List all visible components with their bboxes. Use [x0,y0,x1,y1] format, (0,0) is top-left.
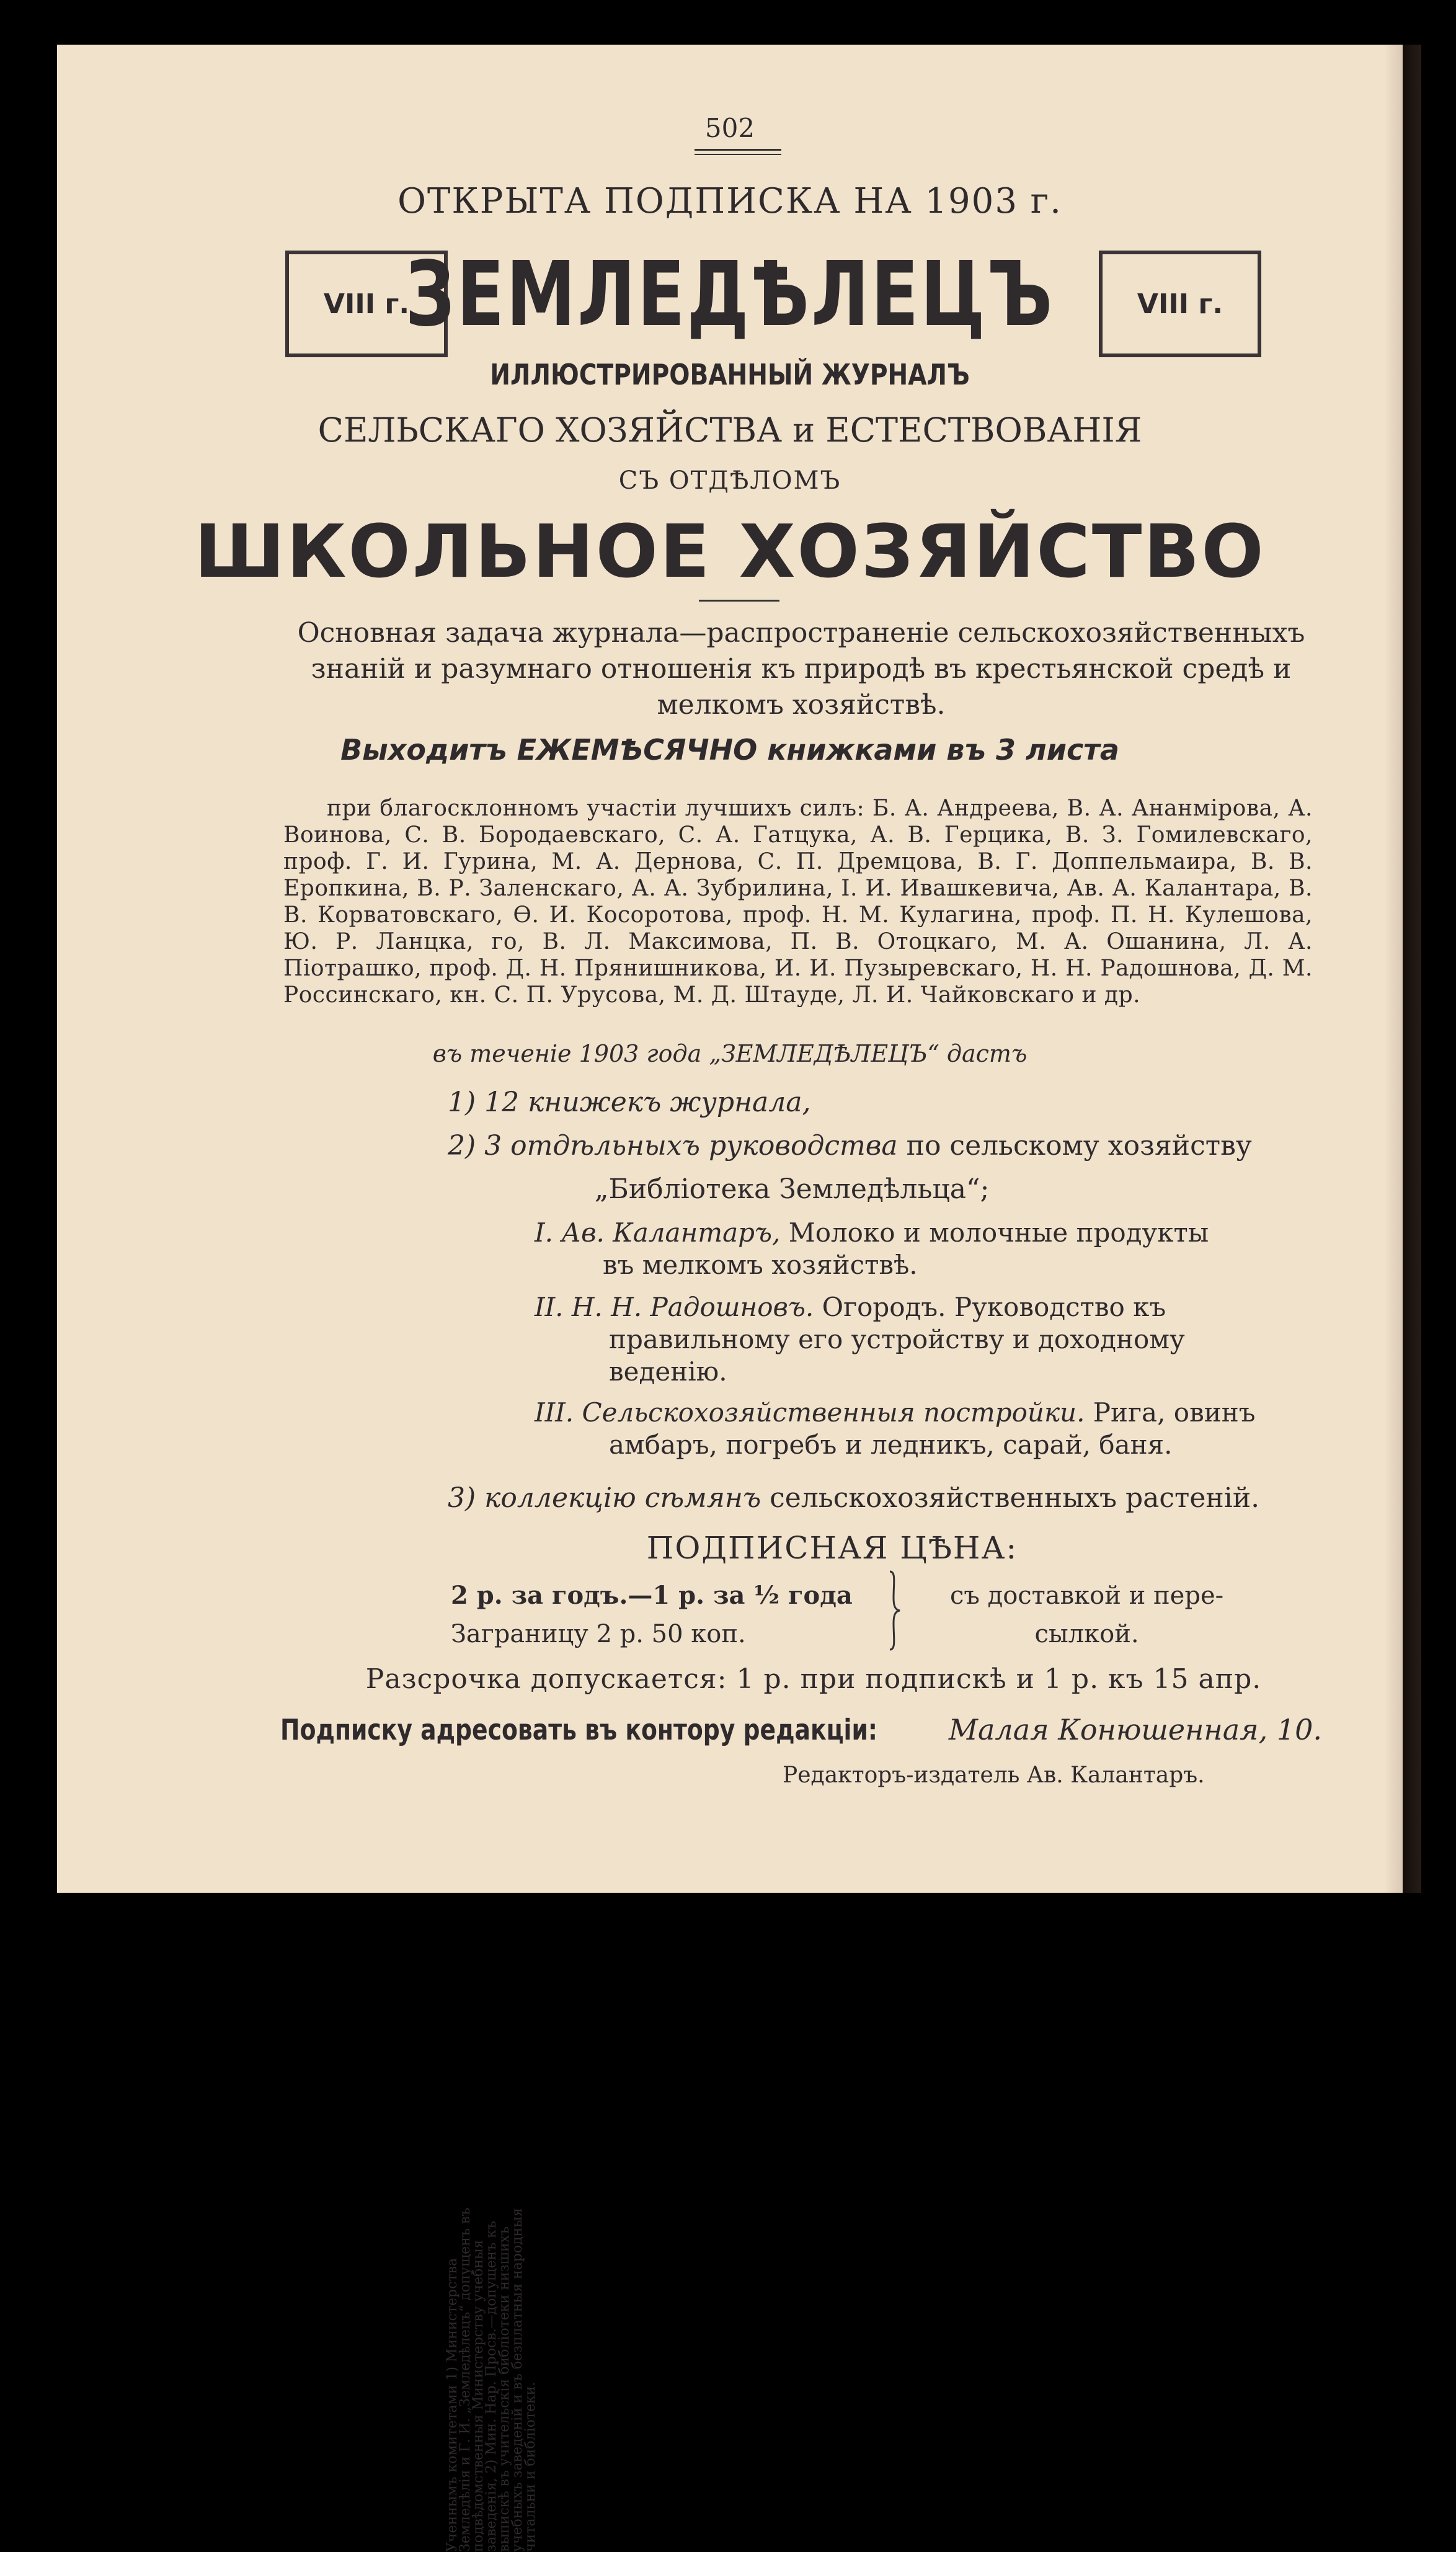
book-title-cont: правильному его устройству и доходному [609,1324,1185,1354]
book-entry [535,1217,1310,1281]
editor-credit: Редакторъ-издатель Ав. Калантаръ. [783,1763,1205,1788]
price-details [451,1576,853,1653]
installment-terms: Разсрочка допускается: 1 р. при подпискѣ и 1 р. къ 15 апр. [365,1663,1262,1695]
delivery-line: съ доставкой и пере- [950,1581,1224,1610]
book-author: I. Ав. Калантаръ, [535,1217,781,1248]
address-value: Малая Конюшенная, 10. [948,1713,1322,1746]
delivery-note [950,1576,1223,1653]
price-line: 2 р. за годъ.—1 р. за ½ года [451,1581,853,1610]
price-header: ПОДПИСНАЯ ЦѢНА: [646,1530,1018,1566]
book-entry [535,1397,1310,1461]
book-title-cont: амбаръ, погребъ и ледникъ, сарай, баня. [609,1429,1173,1460]
publication-frequency: Выходитъ ЕЖЕМѢСЯЧНО книжками въ 3 листа [340,733,1119,767]
year-badge-left: VIII г. [285,251,448,357]
deliverable-item-lead: 3) коллекцію сѣмянъ [448,1482,761,1514]
page-number-rule [695,154,781,155]
book-title: III. Сельскохозяйственныя постройки. [535,1397,1085,1428]
deliverable-item [448,1130,1252,1162]
brace-divider [885,1570,903,1651]
page-number-rule [695,149,781,151]
book-title-cont: въ мелкомъ хозяйствѣ. [603,1250,918,1280]
book-title-rest: Рига, овинъ [1093,1397,1256,1428]
book-title-cont: веденію. [609,1356,727,1387]
journal-subject: СЕЛЬСКАГО ХОЗЯЙСТВА и ЕСТЕСТВОВАНІЯ [317,411,1142,450]
section-title: ШКОЛЬНОЕ ХОЗЯЙСТВО [194,509,1266,594]
page-number: 502 [704,113,755,143]
deliverable-item-lead: 2) 3 отдѣльныхъ руководства [448,1130,898,1162]
deliverable-item-rest: по сельскому хозяйству [906,1130,1252,1162]
library-series-title: „Библіотека Земледѣльца“; [594,1173,990,1205]
deliverable-item [448,1482,1259,1514]
book-entry [535,1291,1310,1388]
book-title: Огородъ. Руководство къ [822,1292,1166,1322]
subscription-announcement: ОТКРЫТА ПОДПИСКА НА 1903 г. [397,181,1062,221]
journal-subtitle: ИЛЛЮСТРИРОВАННЫЙ ЖУРНАЛЪ [490,358,970,391]
year-badge-right: VIII г. [1099,251,1261,357]
mission-statement: Основная задача журнала—распространеніе сельскохозяйственныхъ знаній и разумнаго отношенія къ природѣ въ крестьянской средѣ и мелкомъ хозяйствѣ. [297,617,1305,721]
document-page [57,45,1403,2552]
subscription-address [280,1713,1322,1746]
address-label: Подписку адресовать въ контору редакціи: [280,1713,877,1746]
approval-note-container [277,1083,538,2552]
divider [699,600,779,602]
journal-masthead: ЗЕМЛЕДѢЛЕЦЪ [405,242,1055,346]
book-author: II. Н. Н. Радошновъ. [535,1292,814,1322]
deliverable-item-rest: сельскохозяйственныхъ растеній. [770,1482,1260,1514]
section-intro: СЪ ОТДѢЛОМЪ [618,466,841,495]
deliverables-header: въ теченіе 1903 года „ЗЕМЛЕДѢЛЕЦЪ“ дастъ [432,1040,1028,1067]
book-title: Молоко и молочные продукты [788,1217,1209,1248]
approval-note: Ученнымъ комитетами 1) Министерства Земледѣлія и Г. И. „Земледѣлецъ“ допущенъ въ подвѣдомственныя Министерству учебныя заведенія, 2) Мин. Нар. Просв.—допущенъ къ выпискѣ въ учительскія библіотеки низшихъ учебныхъ заведеній и въ безплатныя народныя читальни и библіотеки. [445,2207,538,2552]
deliverable-item: 1) 12 книжекъ журнала, [448,1087,811,1118]
delivery-line: сылкой. [1034,1620,1139,1648]
price-line: Заграницу 2 р. 50 коп. [451,1620,746,1648]
contributors-list: при благосклонномъ участіи лучшихъ силъ: Б. А. Андреева, В. А. Ананмірова, А. Воинова, С. В. Бородаевскаго, С. А. Гатцука, А. В. Герцика, В. З. Гомилевскаго, проф. Г. И. Гурина, М. А. Дернова, С. П. Дремцова, В. Г. Доппельмаира, В. В. Еропкина, В. Р. Заленскаго, А. А. Зубрилина, І. И. Ивашкевича, Ав. А. Калантара, В. В. Корватовскаго, Ѳ. И. Косоротова, проф. Н. М. Кулагина, проф. П. Н. Кулешова, Ю. Р. Ланцка, го, В. Л. Максимова, П. В. Отоцкаго, М. А. Ошанина, Л. А. Піотрашко, проф. Д. Н. Прянишникова, И. И. Пузыревскаго, Н. Н. Радошнова, Д. М. Россинскаго, кн. С. П. Урусова, М. Д. Штауде, Л. И. Чайковскаго и др. [283,796,1313,1008]
